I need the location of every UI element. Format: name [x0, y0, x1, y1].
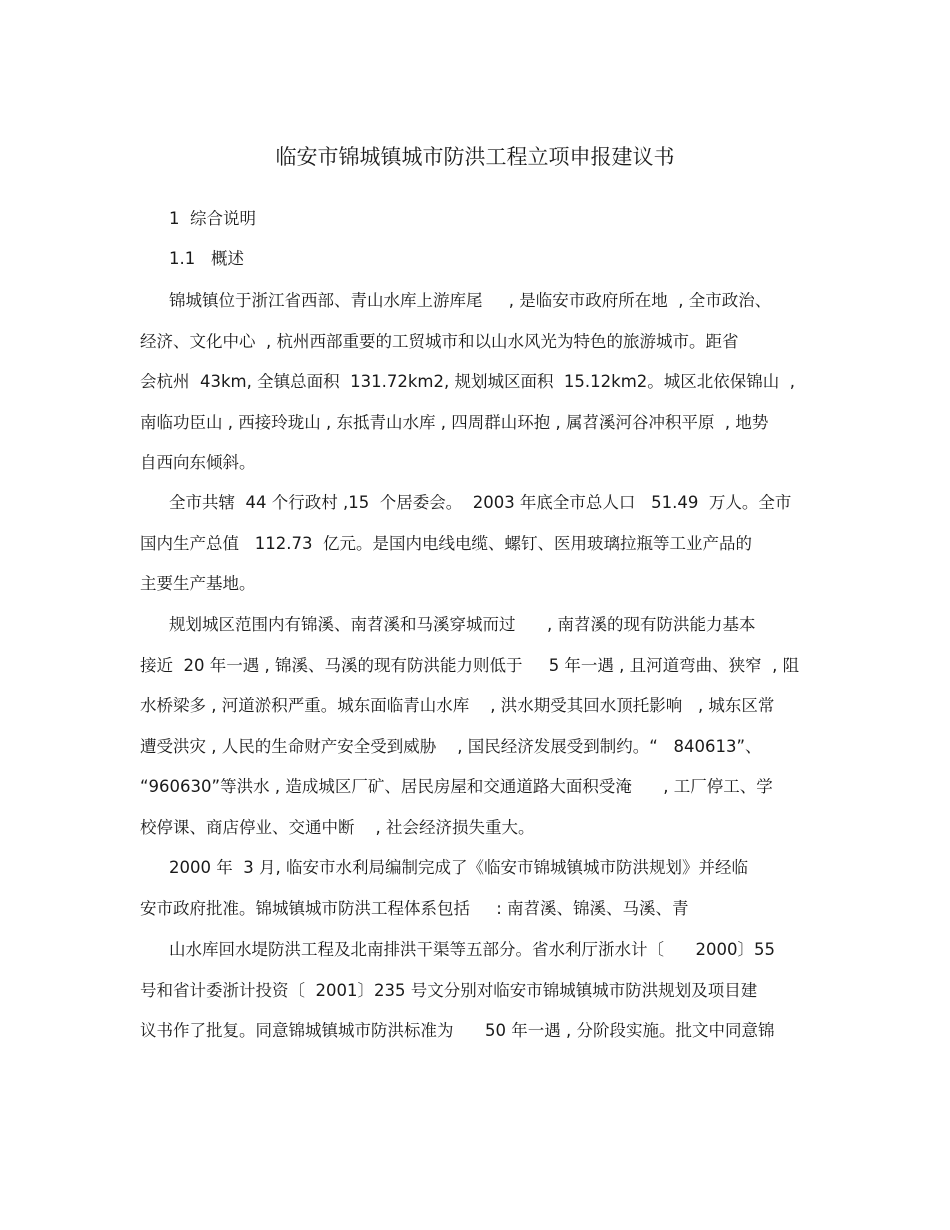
- section-heading: 1 综合说明: [169, 209, 256, 228]
- body-line: 国内生产总值 112.73 亿元。是国内电线电缆、螺钉、医用玻璃拉瓶等工业产品的: [140, 534, 752, 553]
- body-line: 接近 20 年一遇 , 锦溪、马溪的现有防洪能力则低于 5 年一遇 , 且河道弯曲、狭窄 , 阻: [140, 656, 800, 675]
- body-line: 安市政府批准。锦城镇城市防洪工程体系包括 : 南苕溪、锦溪、马溪、青: [140, 899, 689, 918]
- body-line: 遭受洪灾 , 人民的生命财产安全受到威胁 , 国民经济发展受到制约。“ 840613”、: [140, 737, 762, 756]
- body-line: 锦城镇位于浙江省西部、青山水库上游库尾 , 是临安市政府所在地 , 全市政治、: [169, 291, 772, 310]
- body-line: 规划城区范围内有锦溪、南苕溪和马溪穿城而过 , 南苕溪的现有防洪能力基本: [169, 615, 756, 634]
- body-line: 主要生产基地。: [140, 574, 256, 593]
- body-line: 会杭州 43km, 全镇总面积 131.72km2, 规划城区面积 15.12km2。城区北依保锦山 ,: [140, 372, 796, 391]
- body-line: 经济、文化中心 , 杭州西部重要的工贸城市和以山水风光为特色的旅游城市。距省: [140, 332, 739, 351]
- body-line: 南临功臣山 , 西接玲珑山 , 东抵青山水库 , 四周群山环抱 , 属苕溪河谷冲积平原 , 地势: [140, 413, 769, 432]
- body-line: 水桥梁多 , 河道淤积严重。城东面临青山水库 , 洪水期受其回水顶托影响 , 城东区常: [140, 696, 775, 715]
- body-line: 号和省计委浙计投资〔 2001〕235 号文分别对临安市锦城镇城市防洪规划及项目建: [140, 981, 758, 1000]
- body-line: 校停课、商店停业、交通中断 , 社会经济损失重大。: [140, 818, 535, 837]
- body-line: “960630”等洪水 , 造成城区厂矿、居民房屋和交通道路大面积受淹 , 工厂停工、学: [140, 777, 773, 796]
- body-line: 山水库回水堤防洪工程及北南排洪干渠等五部分。省水利厅浙水计〔 2000〕55: [169, 940, 775, 959]
- body-line: 议书作了批复。同意锦城镇城市防洪标准为 50 年一遇 , 分阶段实施。批文中同意锦: [140, 1021, 775, 1040]
- body-line: 全市共辖 44 个行政村 ,15 个居委会。 2003 年底全市总人口 51.49 万人。全市: [169, 493, 792, 512]
- body-line: 自西向东倾斜。: [140, 453, 256, 472]
- subsection-heading: 1.1 概述: [169, 249, 244, 268]
- document-title: 临安市锦城镇城市防洪工程立项申报建议书: [275, 145, 675, 169]
- body-line: 2000 年 3 月, 临安市水利局编制完成了《临安市锦城镇城市防洪规划》并经临: [169, 858, 748, 877]
